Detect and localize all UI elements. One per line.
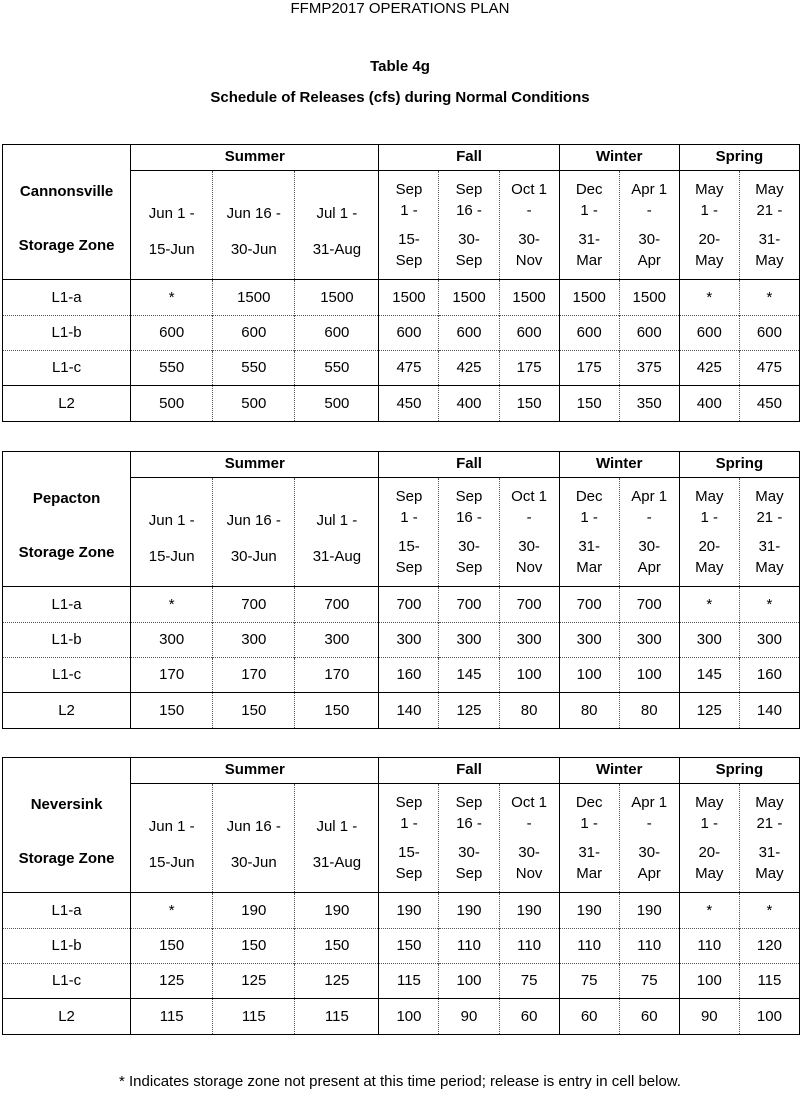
period-start: Apr 1 - [631, 180, 668, 219]
period-start: Apr 1 - [631, 487, 668, 526]
release-table-cannonsville [2, 144, 800, 422]
table-row [3, 386, 800, 422]
release-value-cell: 145 [439, 658, 499, 693]
release-value-cell: 60 [619, 999, 679, 1035]
release-value-cell: 600 [295, 316, 379, 351]
release-value-cell: 115 [295, 999, 379, 1035]
release-value-cell: 700 [619, 587, 679, 623]
period-start: Jul 1 - [316, 817, 358, 835]
period-end: 31-Aug [312, 853, 362, 871]
period-column-header [559, 170, 619, 279]
release-table-pepacton [2, 451, 800, 729]
release-value-cell: 110 [679, 929, 739, 964]
release-value-cell: 700 [559, 587, 619, 623]
release-value-cell: 100 [679, 964, 739, 999]
release-value-cell: 125 [213, 964, 295, 999]
release-value-cell: * [739, 893, 799, 929]
release-value-cell: 600 [559, 316, 619, 351]
period-start: Jul 1 - [316, 511, 358, 529]
table-row [3, 623, 800, 658]
release-value-cell: 475 [379, 351, 439, 386]
period-end: 31-Mar [576, 843, 603, 882]
season-fall: Fall [379, 145, 559, 171]
storage-zone-cell: L1-a [3, 893, 131, 929]
season-fall: Fall [379, 758, 559, 784]
release-value-cell: 700 [295, 587, 379, 623]
release-value-cell: 90 [439, 999, 499, 1035]
release-value-cell: 700 [379, 587, 439, 623]
season-spring: Spring [679, 758, 799, 784]
period-column-header [131, 783, 213, 892]
release-value-cell: 300 [439, 623, 499, 658]
release-value-cell: 150 [295, 929, 379, 964]
reservoir-name: Pepacton [32, 490, 101, 507]
period-column-header [679, 477, 739, 586]
release-value-cell: 190 [619, 893, 679, 929]
release-value-cell: 160 [379, 658, 439, 693]
season-summer: Summer [131, 145, 379, 171]
release-value-cell: 150 [213, 929, 295, 964]
period-end: 31-Mar [576, 537, 603, 576]
release-value-cell: 1500 [295, 280, 379, 316]
release-value-cell: 550 [131, 351, 213, 386]
release-value-cell: 700 [439, 587, 499, 623]
period-start: Jun 16 - [226, 511, 281, 529]
period-end: 30-Nov [515, 537, 543, 576]
storage-zone-cell: L1-c [3, 964, 131, 999]
release-value-cell: 600 [499, 316, 559, 351]
release-value-cell: 300 [295, 623, 379, 658]
release-value-cell: 150 [131, 693, 213, 729]
reservoir-header-cell [3, 758, 131, 893]
period-end: 30-Jun [230, 240, 277, 258]
release-value-cell: 100 [559, 658, 619, 693]
period-start: Oct 1 - [511, 180, 548, 219]
table-row [3, 658, 800, 693]
period-end: 30-Apr [637, 537, 661, 576]
table-title: Table 4g [370, 58, 430, 75]
period-end: 15-Sep [395, 230, 423, 269]
release-value-cell: 150 [499, 386, 559, 422]
release-value-cell: * [131, 280, 213, 316]
release-value-cell: 60 [499, 999, 559, 1035]
period-column-header [295, 170, 379, 279]
period-end: 30-Sep [455, 230, 483, 269]
storage-zone-cell: L1-a [3, 587, 131, 623]
period-end: 30-Apr [637, 843, 661, 882]
release-value-cell: 190 [439, 893, 499, 929]
period-end: 30-Jun [230, 547, 277, 565]
release-value-cell: 110 [439, 929, 499, 964]
release-value-cell: 145 [679, 658, 739, 693]
storage-zone-cell: L1-b [3, 623, 131, 658]
period-start: May 21 - [755, 793, 784, 832]
release-value-cell: * [679, 280, 739, 316]
release-value-cell: 475 [739, 351, 799, 386]
release-table-neversink [2, 757, 800, 1035]
season-summer: Summer [131, 758, 379, 784]
release-value-cell: 1500 [439, 280, 499, 316]
storage-zone-cell: L1-c [3, 351, 131, 386]
release-value-cell: 375 [619, 351, 679, 386]
release-value-cell: 190 [295, 893, 379, 929]
period-start: Sep 1 - [395, 180, 423, 219]
period-column-header [739, 477, 799, 586]
release-value-cell: 160 [739, 658, 799, 693]
period-column-header [295, 477, 379, 586]
period-column-header [131, 477, 213, 586]
period-column-header [213, 477, 295, 586]
release-value-cell: 175 [499, 351, 559, 386]
period-column-header [131, 170, 213, 279]
release-value-cell: 75 [619, 964, 679, 999]
release-value-cell: 190 [559, 893, 619, 929]
release-value-cell: 125 [439, 693, 499, 729]
period-start: Oct 1 - [511, 487, 548, 526]
period-column-header [499, 783, 559, 892]
release-value-cell: 425 [679, 351, 739, 386]
period-start: May 21 - [755, 180, 784, 219]
period-end: 31-Mar [576, 230, 603, 269]
table-row [3, 999, 800, 1035]
storage-zone-label: Storage Zone [18, 544, 115, 561]
release-value-cell: 175 [559, 351, 619, 386]
release-value-cell: 190 [379, 893, 439, 929]
release-value-cell: 550 [295, 351, 379, 386]
period-end: 20-May [695, 537, 724, 576]
release-value-cell: 170 [213, 658, 295, 693]
period-column-header [213, 170, 295, 279]
season-summer: Summer [131, 452, 379, 478]
period-column-header [213, 783, 295, 892]
period-column-header [379, 170, 439, 279]
period-start: Jun 1 - [148, 817, 195, 835]
period-start: Apr 1 - [631, 793, 668, 832]
season-winter: Winter [559, 758, 679, 784]
release-value-cell: 300 [619, 623, 679, 658]
release-value-cell: * [739, 587, 799, 623]
period-end: 31-May [755, 230, 784, 269]
period-column-header [679, 783, 739, 892]
period-column-header [379, 783, 439, 892]
release-value-cell: 1500 [499, 280, 559, 316]
period-column-header [739, 170, 799, 279]
release-value-cell: 300 [679, 623, 739, 658]
release-value-cell: 500 [295, 386, 379, 422]
release-value-cell: * [131, 587, 213, 623]
release-value-cell: * [679, 587, 739, 623]
release-value-cell: * [679, 893, 739, 929]
table-row [3, 893, 800, 929]
period-start: May 1 - [695, 180, 724, 219]
period-end: 30-Jun [230, 853, 277, 871]
storage-zone-cell: L1-a [3, 280, 131, 316]
release-value-cell: 600 [213, 316, 295, 351]
release-value-cell: 110 [559, 929, 619, 964]
season-winter: Winter [559, 145, 679, 171]
period-start: May 21 - [755, 487, 784, 526]
release-value-cell: 110 [619, 929, 679, 964]
release-value-cell: 100 [499, 658, 559, 693]
release-value-cell: 75 [499, 964, 559, 999]
release-value-cell: 110 [499, 929, 559, 964]
release-value-cell: 450 [739, 386, 799, 422]
release-value-cell: 115 [379, 964, 439, 999]
period-start: May 1 - [695, 487, 724, 526]
table-row [3, 351, 800, 386]
release-value-cell: 150 [559, 386, 619, 422]
period-end: 20-May [695, 230, 724, 269]
season-fall: Fall [379, 452, 559, 478]
storage-zone-cell: L1-b [3, 316, 131, 351]
release-value-cell: * [739, 280, 799, 316]
release-value-cell: 150 [295, 693, 379, 729]
release-value-cell: 600 [739, 316, 799, 351]
reservoir-name: Neversink [30, 796, 103, 813]
period-end: 31-Aug [312, 240, 362, 258]
table-row [3, 929, 800, 964]
release-value-cell: 1500 [213, 280, 295, 316]
reservoir-header-cell [3, 145, 131, 280]
period-end: 30-Apr [637, 230, 661, 269]
period-start: Dec 1 - [575, 180, 603, 219]
release-value-cell: 600 [679, 316, 739, 351]
release-value-cell: 120 [739, 929, 799, 964]
release-value-cell: * [131, 893, 213, 929]
release-value-cell: 600 [619, 316, 679, 351]
reservoir-name: Cannonsville [19, 183, 114, 200]
release-value-cell: 600 [439, 316, 499, 351]
release-value-cell: 1500 [619, 280, 679, 316]
period-end: 30-Sep [455, 537, 483, 576]
release-value-cell: 190 [499, 893, 559, 929]
release-value-cell: 80 [499, 693, 559, 729]
release-value-cell: 1500 [379, 280, 439, 316]
release-value-cell: 550 [213, 351, 295, 386]
release-value-cell: 115 [739, 964, 799, 999]
season-spring: Spring [679, 452, 799, 478]
release-value-cell: 115 [131, 999, 213, 1035]
period-column-header [499, 170, 559, 279]
release-value-cell: 150 [131, 929, 213, 964]
period-column-header [619, 783, 679, 892]
footnote: * Indicates storage zone not present at this time period; release is entry in cell below. [119, 1073, 681, 1090]
release-value-cell: 400 [679, 386, 739, 422]
table-row [3, 280, 800, 316]
release-value-cell: 140 [379, 693, 439, 729]
period-start: May 1 - [695, 793, 724, 832]
period-end: 15-Sep [395, 537, 423, 576]
release-value-cell: 150 [213, 693, 295, 729]
release-value-cell: 450 [379, 386, 439, 422]
release-value-cell: 100 [379, 999, 439, 1035]
table-row [3, 587, 800, 623]
season-spring: Spring [679, 145, 799, 171]
release-value-cell: 100 [439, 964, 499, 999]
release-value-cell: 500 [213, 386, 295, 422]
release-value-cell: 140 [739, 693, 799, 729]
document-header: FFMP2017 OPERATIONS PLAN [290, 0, 510, 17]
release-value-cell: 125 [295, 964, 379, 999]
storage-zone-cell: L1-b [3, 929, 131, 964]
release-value-cell: 100 [739, 999, 799, 1035]
period-column-header [559, 477, 619, 586]
period-start: Sep 1 - [395, 487, 423, 526]
storage-zone-label: Storage Zone [18, 850, 115, 867]
release-value-cell: 700 [213, 587, 295, 623]
season-winter: Winter [559, 452, 679, 478]
period-end: 15-Sep [395, 843, 423, 882]
release-value-cell: 80 [559, 693, 619, 729]
storage-zone-cell: L2 [3, 386, 131, 422]
period-start: Jun 1 - [148, 204, 195, 222]
period-start: Jun 16 - [226, 817, 281, 835]
period-column-header [439, 783, 499, 892]
period-end: 30-Sep [455, 843, 483, 882]
period-start: Sep 16 - [455, 180, 483, 219]
period-column-header [619, 170, 679, 279]
period-start: Jul 1 - [316, 204, 358, 222]
release-value-cell: 700 [499, 587, 559, 623]
release-value-cell: 75 [559, 964, 619, 999]
release-value-cell: 1500 [559, 280, 619, 316]
period-end: 31-Aug [312, 547, 362, 565]
release-value-cell: 300 [131, 623, 213, 658]
period-start: Dec 1 - [575, 487, 603, 526]
release-value-cell: 425 [439, 351, 499, 386]
release-value-cell: 190 [213, 893, 295, 929]
period-start: Sep 1 - [395, 793, 423, 832]
table-row [3, 316, 800, 351]
release-value-cell: 125 [131, 964, 213, 999]
release-value-cell: 170 [131, 658, 213, 693]
period-column-header [295, 783, 379, 892]
period-start: Jun 1 - [148, 511, 195, 529]
release-value-cell: 600 [379, 316, 439, 351]
release-value-cell: 600 [131, 316, 213, 351]
release-value-cell: 300 [213, 623, 295, 658]
period-column-header [439, 170, 499, 279]
period-column-header [559, 783, 619, 892]
release-value-cell: 60 [559, 999, 619, 1035]
period-end: 15-Jun [148, 547, 195, 565]
period-column-header [679, 170, 739, 279]
period-column-header [439, 477, 499, 586]
release-value-cell: 400 [439, 386, 499, 422]
period-end: 20-May [695, 843, 724, 882]
release-value-cell: 125 [679, 693, 739, 729]
release-value-cell: 500 [131, 386, 213, 422]
release-value-cell: 100 [619, 658, 679, 693]
period-end: 31-May [755, 843, 784, 882]
period-start: Oct 1 - [511, 793, 548, 832]
table-row [3, 964, 800, 999]
storage-zone-cell: L1-c [3, 658, 131, 693]
period-start: Dec 1 - [575, 793, 603, 832]
reservoir-header-cell [3, 452, 131, 587]
release-value-cell: 300 [559, 623, 619, 658]
period-end: 15-Jun [148, 853, 195, 871]
release-value-cell: 300 [739, 623, 799, 658]
period-column-header [379, 477, 439, 586]
release-value-cell: 90 [679, 999, 739, 1035]
release-value-cell: 350 [619, 386, 679, 422]
period-column-header [619, 477, 679, 586]
release-value-cell: 150 [379, 929, 439, 964]
period-start: Jun 16 - [226, 204, 281, 222]
storage-zone-cell: L2 [3, 999, 131, 1035]
table-subtitle: Schedule of Releases (cfs) during Normal Conditions [210, 89, 590, 106]
period-end: 30-Nov [515, 843, 543, 882]
release-value-cell: 300 [379, 623, 439, 658]
release-value-cell: 170 [295, 658, 379, 693]
table-row [3, 693, 800, 729]
period-end: 31-May [755, 537, 784, 576]
period-end: 15-Jun [148, 240, 195, 258]
release-value-cell: 115 [213, 999, 295, 1035]
period-column-header [739, 783, 799, 892]
storage-zone-label: Storage Zone [18, 237, 115, 254]
period-start: Sep 16 - [455, 487, 483, 526]
period-start: Sep 16 - [455, 793, 483, 832]
storage-zone-cell: L2 [3, 693, 131, 729]
period-column-header [499, 477, 559, 586]
period-end: 30-Nov [515, 230, 543, 269]
release-value-cell: 300 [499, 623, 559, 658]
release-value-cell: 80 [619, 693, 679, 729]
